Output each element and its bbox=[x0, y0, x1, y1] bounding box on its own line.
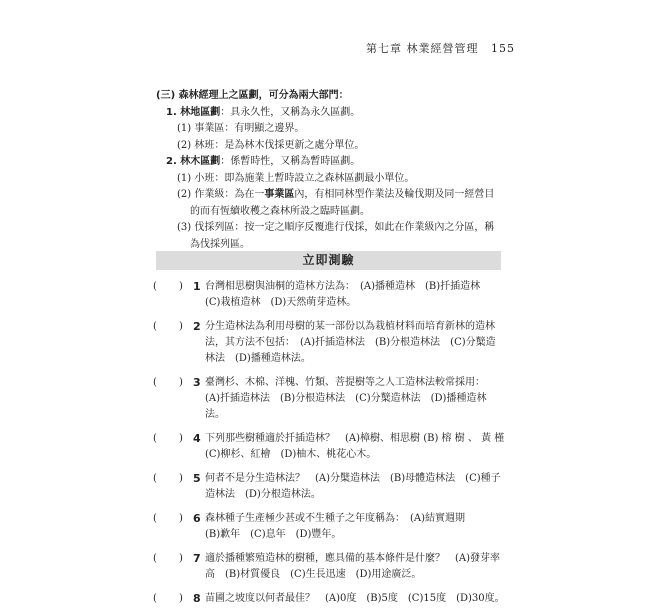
zoning-outline bbox=[156, 88, 506, 253]
question-item bbox=[153, 279, 505, 311]
question-text-continuation: (A)扦插造林法 (B)分根造林法 (C)分櫱造林法 (D)播種造林法。 bbox=[205, 393, 487, 420]
emphasis-text: 事業區 bbox=[264, 189, 295, 200]
question-number: 3 bbox=[193, 376, 201, 389]
question-number: 4 bbox=[193, 432, 201, 445]
answer-blank-right: ) bbox=[179, 321, 183, 332]
question-text-continuation: 法，其方法不包括： (A)扦插造林法 (B)分根造林法 (C)分櫱造 bbox=[205, 337, 496, 348]
list-item: (1) 事業區：有明顯之邊界。 bbox=[177, 123, 305, 134]
question-item bbox=[153, 551, 505, 583]
list-item-text: 內，有相同林型作業法及輪伐期及同一經營目 bbox=[294, 189, 495, 200]
answer-blank-left: ( bbox=[153, 377, 157, 388]
question-number: 7 bbox=[193, 552, 201, 565]
list-item-continuation: 為伐採列區。 bbox=[190, 238, 250, 250]
question-item bbox=[153, 431, 505, 463]
question-item bbox=[153, 375, 505, 423]
answer-blank-left: ( bbox=[153, 281, 157, 292]
answer-blank-left: ( bbox=[153, 513, 157, 524]
list-item: (1) 小班：即為施業上暫時設立之森林區劃最小單位。 bbox=[177, 172, 415, 184]
question-text: 臺灣杉、木棉、洋槐、竹類、菩提樹等之人工造林法較常採用： bbox=[205, 377, 485, 388]
answer-blank-left: ( bbox=[153, 433, 157, 444]
question-number: 5 bbox=[193, 472, 201, 485]
quiz-questions bbox=[153, 279, 505, 615]
question-number: 6 bbox=[193, 512, 201, 525]
answer-blank[interactable] bbox=[153, 319, 183, 335]
question-text: 何者不是分生造林法？ (A)分櫱造林法 (B)母體造林法 (C)種子 bbox=[205, 473, 501, 484]
question-text: 森林種子生產極少甚或不生種子之年度稱為： (A)結實週期 bbox=[205, 513, 466, 524]
answer-blank-right: ) bbox=[179, 377, 183, 388]
question-number: 1 bbox=[193, 280, 201, 293]
outline-title: (三) 森林經理上之區劃，可分為兩大部門： bbox=[156, 90, 349, 101]
chapter-title: 第七章 林業經營管理 bbox=[366, 42, 479, 55]
question-text: 下列那些樹種適於扦插造林？ (A)樟樹、相思樹 (B) 榕 樹 、 黃 槿 bbox=[205, 433, 505, 444]
section-land-zoning bbox=[156, 105, 506, 122]
section-text: ：係暫時性，又稱為暫時區劃。 bbox=[220, 156, 361, 167]
answer-blank-right: ) bbox=[179, 473, 183, 484]
question-text: 適於播種繁殖造林的樹種，應具備的基本條件是什麼？ (A)發芽率 bbox=[205, 553, 501, 564]
section-forest-zoning bbox=[156, 154, 506, 171]
question-text-continuation: 林法 (D)播種造林法。 bbox=[205, 353, 311, 364]
question-item bbox=[153, 591, 505, 607]
quiz-title-bar bbox=[156, 251, 501, 270]
answer-blank-left: ( bbox=[153, 593, 157, 604]
question-text-continuation: 造林法 (D)分根造林法。 bbox=[205, 489, 321, 500]
answer-blank-left: ( bbox=[153, 473, 157, 484]
question-text: 苗圃之坡度以何者最佳？ (A)0度 (B)5度 (C)15度 (D)30度。 bbox=[205, 593, 505, 604]
answer-blank[interactable] bbox=[153, 279, 183, 295]
question-text: 台灣相思樹與油桐的造林方法為： (A)播種造林 (B)扦插造林 bbox=[205, 281, 481, 292]
section-text: ：具永久性，又稱為永久區劃。 bbox=[220, 106, 361, 118]
list-item bbox=[156, 187, 506, 204]
answer-blank[interactable] bbox=[153, 511, 183, 527]
question-text-continuation: 高 (B)材質優良 (C)生長迅速 (D)用途廣泛。 bbox=[205, 569, 422, 580]
answer-blank[interactable] bbox=[153, 471, 183, 487]
list-item-text: (2) 作業級：為在一 bbox=[177, 189, 265, 200]
answer-blank-left: ( bbox=[153, 321, 157, 332]
section-head: 2. 林木區劃 bbox=[166, 156, 221, 167]
answer-blank[interactable] bbox=[153, 591, 183, 607]
answer-blank-right: ) bbox=[179, 281, 183, 292]
list-item: (3) 伐採列區：按一定之順序反覆進行伐採，如此在作業級內之分區，稱 bbox=[177, 222, 495, 233]
question-text-continuation: (C)栽植造林 (D)天然萌芽造林。 bbox=[205, 297, 357, 308]
page-header bbox=[366, 40, 515, 56]
answer-blank-right: ) bbox=[179, 513, 183, 524]
question-text: 分生造林法為利用母樹的某一部份以為栽植材料而培育新林的造林 bbox=[205, 321, 495, 332]
question-number: 8 bbox=[193, 592, 201, 605]
answer-blank-left: ( bbox=[153, 553, 157, 564]
list-item: (2) 林班：是為林木伐採更新之處分單位。 bbox=[177, 139, 365, 151]
question-text-continuation: (B)歉年 (C)息年 (D)豐年。 bbox=[205, 529, 342, 540]
question-number: 2 bbox=[193, 320, 201, 333]
answer-blank-right: ) bbox=[179, 593, 183, 604]
question-item bbox=[153, 319, 505, 367]
list-item-continuation: 的而有恆續收穫之森林所設之臨時區劃。 bbox=[190, 205, 370, 217]
question-item bbox=[153, 471, 505, 503]
answer-blank-right: ) bbox=[179, 433, 183, 444]
question-text-continuation: (C)柳杉、紅檜 (D)柚木、桃花心木。 bbox=[205, 449, 377, 460]
answer-blank-right: ) bbox=[179, 553, 183, 564]
quiz-title: 立即測驗 bbox=[302, 253, 355, 267]
answer-blank[interactable] bbox=[153, 431, 183, 447]
answer-blank[interactable] bbox=[153, 375, 183, 391]
answer-blank[interactable] bbox=[153, 551, 183, 567]
question-item bbox=[153, 511, 505, 543]
page-number: 155 bbox=[491, 42, 515, 55]
section-head: 1. 林地區劃 bbox=[166, 106, 221, 118]
